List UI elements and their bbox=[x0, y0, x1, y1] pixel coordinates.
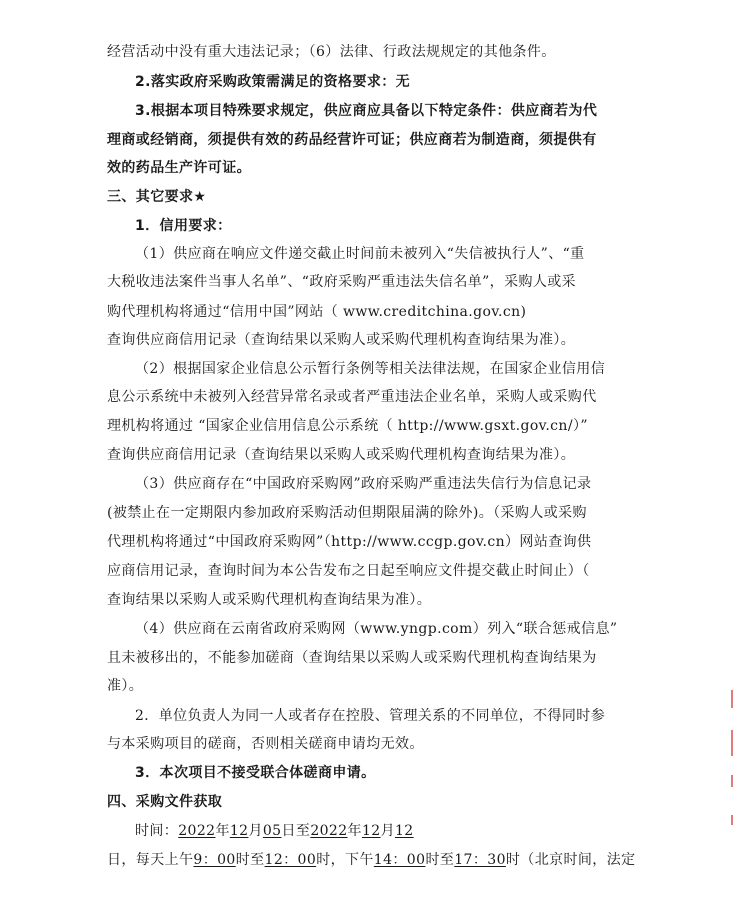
month-char: 月 bbox=[248, 823, 263, 839]
stamp-edge-mark bbox=[731, 775, 733, 787]
text-line: （4）供应商在云南省政府采购网（www.yngp.com）列入“联合惩戒信息” bbox=[135, 621, 618, 637]
hours-line bbox=[107, 850, 636, 870]
text-line: 查询供应商信用记录（查询结果以采购人或采购代理机构查询结果为准）。 bbox=[107, 447, 576, 463]
stamp-edge-mark bbox=[731, 815, 733, 825]
start-day: 05 bbox=[262, 823, 282, 839]
morning-start: 9：00 bbox=[193, 852, 236, 868]
afternoon-start: 14：00 bbox=[373, 852, 426, 868]
text-line: 大税收违法案件当事人名单”、“政府采购严重违法失信名单”，采购人或采 bbox=[107, 274, 577, 290]
text-line: 应商信用记录，查询时间为本公告发布之日起至响应文件提交截止时间止）（ bbox=[107, 563, 590, 579]
stamp-edge-mark bbox=[731, 690, 733, 708]
text-line: 理机构将通过 “国家企业信用信息公示系统（ http://www.gsxt.gov.cn/）” bbox=[107, 418, 588, 434]
text-line-bold: 3．本次项目不接受联合体磋商申请。 bbox=[135, 765, 376, 781]
time-prefix: 时间： bbox=[135, 823, 179, 839]
morning-end: 12：00 bbox=[264, 852, 317, 868]
text-line: 购代理机构将通过“信用中国”网站（ www.creditchina.gov.cn) bbox=[107, 304, 527, 320]
end-day: 12 bbox=[394, 823, 414, 839]
text-line-bold: 效的药品生产许可证。 bbox=[107, 160, 251, 176]
day-to-char: 日至 bbox=[281, 823, 311, 839]
text-line: 息公示系统中未被列入经营异常名录或者严重违法企业名单，采购人或采购代 bbox=[107, 389, 597, 405]
text-line: （3）供应商存在“中国政府采购网”政府采购严重违法失信行为信息记录 bbox=[135, 476, 592, 492]
section-heading: 四、采购文件获取 bbox=[107, 794, 223, 810]
text-line: 且未被移出的，不能参加磋商（查询结果以采购人或采购代理机构查询结果为 bbox=[107, 650, 597, 666]
text-line: 2．单位负责人为同一人或者存在控股、管理关系的不同单位，不得同时参 bbox=[135, 708, 606, 724]
hours-text: 时（北京时间，法定 bbox=[505, 852, 636, 868]
text-line-bold: 理商或经销商，须提供有效的药品经营许可证；供应商若为制造商，须提供有 bbox=[107, 132, 597, 148]
text-line-bold: 3.根据本项目特殊要求规定，供应商应具备以下特定条件：供应商若为代 bbox=[135, 103, 598, 119]
hours-text: 时至 bbox=[235, 852, 265, 868]
hours-text: 时，下午 bbox=[316, 852, 374, 868]
text-line: (被禁止在一定期限内参加政府采购活动但期限届满的除外)。（采购人或采购 bbox=[107, 505, 587, 521]
month-char: 月 bbox=[380, 823, 395, 839]
subsection-heading: 1．信用要求： bbox=[135, 218, 232, 234]
text-line: （1）供应商在响应文件递交截止时间前未被列入“失信被执行人”、“重 bbox=[135, 246, 585, 262]
hours-text: 时至 bbox=[425, 852, 455, 868]
end-year: 2022 bbox=[310, 823, 348, 839]
text-line: 查询结果以采购人或采购代理机构查询结果为准）。 bbox=[107, 592, 432, 608]
section-heading: 三、其它要求★ bbox=[107, 189, 207, 205]
year-char: 年 bbox=[347, 823, 362, 839]
text-line: 查询供应商信用记录（查询结果以采购人或采购代理机构查询结果为准）。 bbox=[107, 332, 576, 348]
year-char: 年 bbox=[215, 823, 230, 839]
text-line-bold: 2.落实政府采购政策需满足的资格要求：无 bbox=[135, 74, 411, 90]
text-line: 准）。 bbox=[107, 678, 144, 694]
text-line: （2）根据国家企业信息公示暂行条例等相关法律法规，在国家企业信用信 bbox=[135, 361, 606, 377]
end-month: 12 bbox=[361, 823, 381, 839]
start-year: 2022 bbox=[178, 823, 216, 839]
afternoon-end: 17：30 bbox=[454, 852, 506, 868]
stamp-edge-mark bbox=[731, 730, 733, 756]
start-month: 12 bbox=[229, 823, 249, 839]
text-line: 与本采购项目的磋商，否则相关磋商申请均无效。 bbox=[107, 736, 424, 752]
hours-text: 日，每天上午 bbox=[107, 852, 194, 868]
time-line bbox=[135, 821, 414, 841]
text-line: 代理机构将通过“中国政府采购网”（http://www.ccgp.gov.cn）网站查询供 bbox=[107, 534, 592, 550]
text-line: 经营活动中没有重大违法记录；（6）法律、行政法规规定的其他条件。 bbox=[107, 44, 556, 60]
